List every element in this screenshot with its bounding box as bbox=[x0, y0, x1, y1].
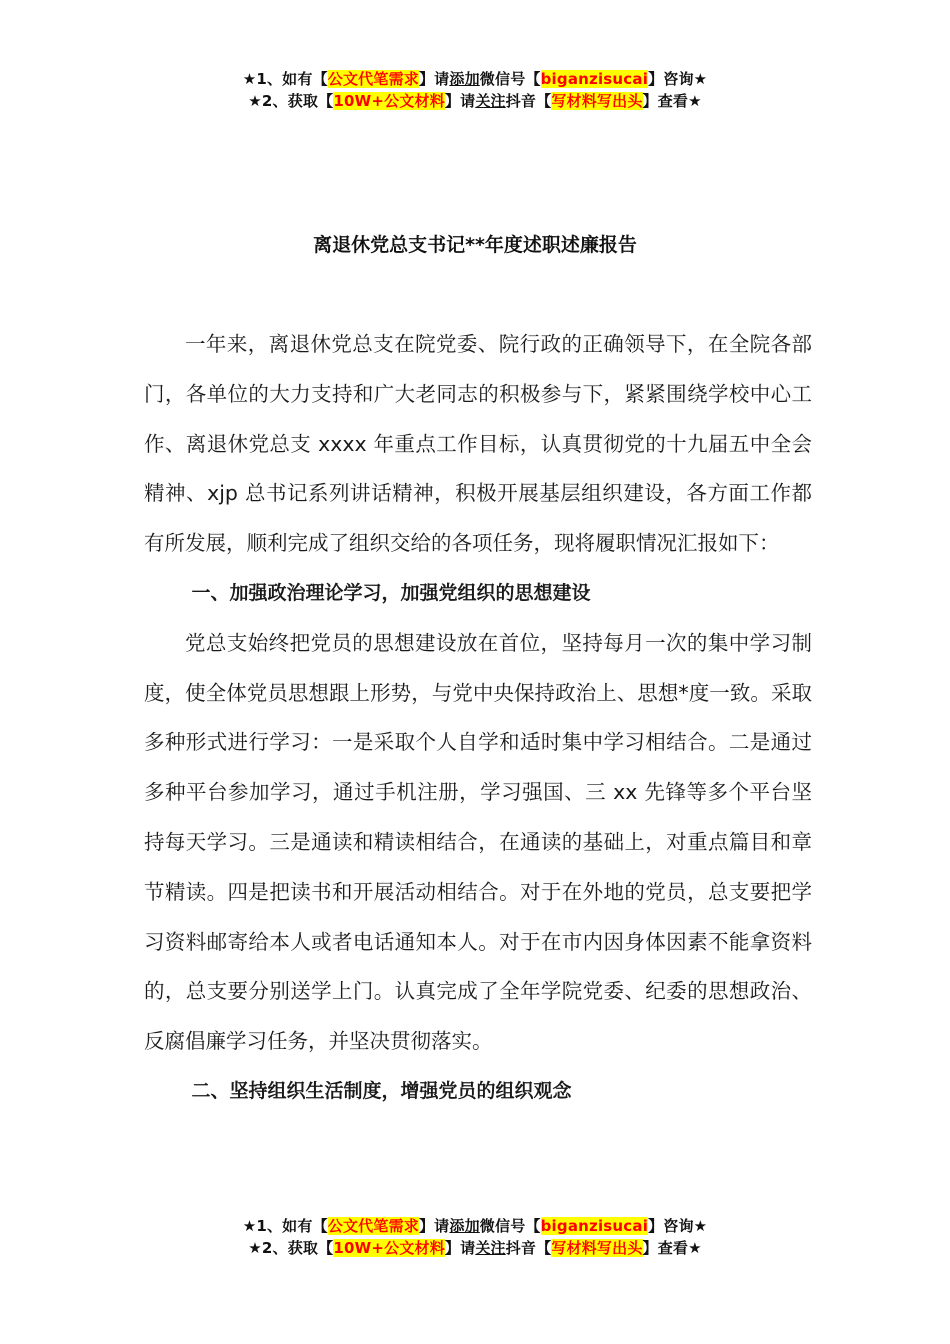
document-title: 离退休党总支书记**年度述职述廉报告 bbox=[313, 234, 637, 256]
banner-line-2 bbox=[0, 1237, 950, 1259]
header-banner bbox=[0, 68, 950, 112]
banner-highlight: biganzisucai bbox=[540, 70, 649, 88]
banner-text: 】咨询★ bbox=[648, 70, 708, 88]
intro-paragraph: 一年来，离退休党总支在院党委、院行政的正确领导下，在全院各部门，各单位的大力支持和广大老同志的积极参与下，紧紧围绕学校中心工作、离退休党总支 xxxx 年重点工作目标，认真贯彻党的十九届五中全会精神、xjp 总书记系列讲话精神，积极开展基层组织建设，各方面工作都有所发展，顺利完成了组织交给的各项任务，现将履职情况汇报如下： bbox=[144, 332, 812, 556]
banner-text: 】请 bbox=[418, 70, 450, 88]
banner-highlight: 写材料写出头 bbox=[551, 1239, 643, 1257]
banner-text: 微信号【 bbox=[479, 70, 541, 88]
banner-underline: 关注 bbox=[475, 92, 506, 110]
banner-highlight: 10W+公文材料 bbox=[333, 92, 445, 110]
banner-text: 】咨询★ bbox=[648, 1217, 708, 1235]
banner-highlight: biganzisucai bbox=[540, 1217, 649, 1235]
banner-highlight: 公文代笔需求 bbox=[327, 70, 419, 88]
section-paragraph-1: 党总支始终把党员的思想建设放在首位，坚持每月一次的集中学习制度，使全体党员思想跟上形势，与党中央保持政治上、思想*度一致。采取多种形式进行学习：一是采取个人自学和适时集中学习相结合。二是通过多种平台参加学习，通过手机注册，学习强国、三 xx 先锋等多个平台坚持每天学习。三是通读和精读相结合，在通读的基础上，对重点篇目和章节精读。四是把读书和开展活动相结合。对于在外地的党员，总支要把学习资料邮寄给本人或者电话通知本人。对于在市内因身体因素不能拿资料的，总支要分别送学上门。认真完成了全年学院党委、纪委的思想政治、反腐倡廉学习任务，并坚决贯彻落实。 bbox=[144, 630, 812, 1054]
banner-text: 】请 bbox=[418, 1217, 450, 1235]
banner-text: ★2、获取【 bbox=[248, 92, 334, 110]
footer-banner bbox=[0, 1215, 950, 1259]
banner-text: 】请 bbox=[444, 1239, 476, 1257]
banner-text: 抖音【 bbox=[505, 92, 552, 110]
banner-underline: 添加 bbox=[449, 1217, 480, 1235]
banner-line-1 bbox=[0, 68, 950, 90]
banner-highlight: 公文代笔需求 bbox=[327, 1217, 419, 1235]
banner-text: ★2、获取【 bbox=[248, 1239, 334, 1257]
banner-text: 】请 bbox=[444, 92, 476, 110]
banner-text: 微信号【 bbox=[479, 1217, 541, 1235]
banner-text: ★1、如有【 bbox=[242, 70, 328, 88]
section-heading-1: 一、加强政治理论学习，加强党组织的思想建设 bbox=[191, 581, 591, 604]
section-heading-2: 二、坚持组织生活制度，增强党员的组织观念 bbox=[191, 1079, 572, 1102]
document-body bbox=[144, 320, 812, 1117]
banner-underline: 关注 bbox=[475, 1239, 506, 1257]
banner-text: 抖音【 bbox=[505, 1239, 552, 1257]
banner-line-2 bbox=[0, 90, 950, 112]
banner-underline: 添加 bbox=[449, 70, 480, 88]
banner-highlight: 10W+公文材料 bbox=[333, 1239, 445, 1257]
banner-text: ★1、如有【 bbox=[242, 1217, 328, 1235]
banner-text: 】查看★ bbox=[642, 92, 702, 110]
banner-line-1 bbox=[0, 1215, 950, 1237]
banner-highlight: 写材料写出头 bbox=[551, 92, 643, 110]
banner-text: 】查看★ bbox=[642, 1239, 702, 1257]
